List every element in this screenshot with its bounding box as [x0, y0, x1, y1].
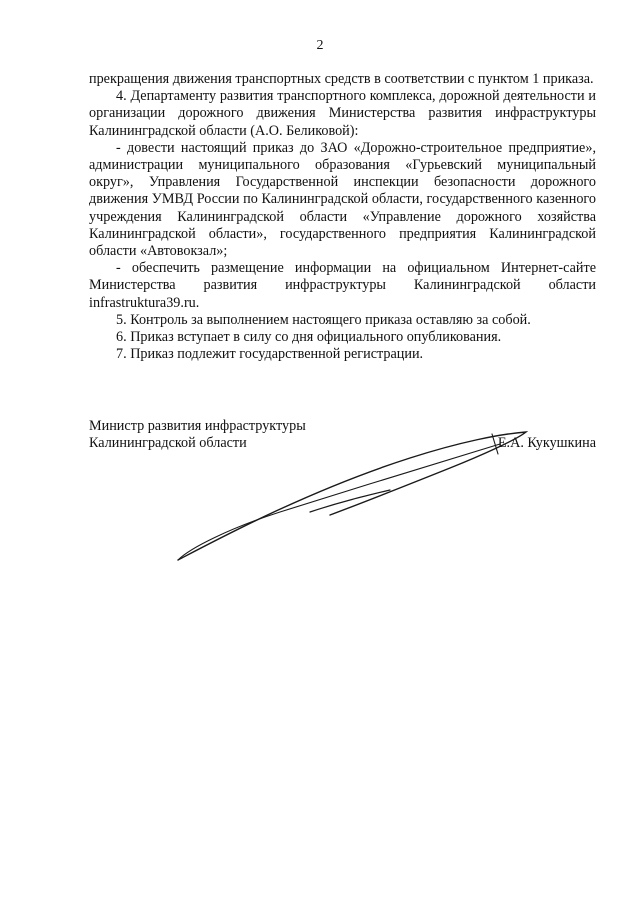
paragraph-item-4: 4. Департаменту развития транспортного комплекса, дорожной деятельности и организации дорожного движения Министерства развития инфраструктуры Калининградской области (А.О. Беликовой):: [89, 88, 596, 139]
paragraph-item-6: 6. Приказ вступает в силу со дня официального опубликования.: [116, 329, 502, 346]
paragraph-item-5: 5. Контроль за выполнением настоящего приказа оставляю за собой.: [116, 311, 531, 328]
signature-block: [89, 418, 596, 452]
signatory-position-line1: Министр развития инфраструктуры: [89, 418, 306, 434]
signatory-row: [89, 435, 596, 452]
document-body: [89, 71, 596, 363]
paragraph-item-4-bring-order: - довести настоящий приказ до ЗАО «Дорожно-строительное предприятие», администрации муниципального образования «Гурьевский муниципальный округ», Управления Государственной инспекции безопасности дорожного движения УМВД России по Калининградской области, государственного казенного учреждения Калининградской области «Управление дорожного хозяйства Калининградской области», государственного предприятия Калининградской области «Автовокзал»;: [89, 139, 596, 260]
paragraph-item-4-publish-info: - обеспечить размещение информации на официальном Интернет-сайте Министерства развития инфраструктуры Калининградской области infrastruktura39.ru.: [89, 260, 596, 311]
signatory-position-line2: Калининградской области: [89, 435, 247, 452]
paragraph-continuation: прекращения движения транспортных средств в соответствии с пунктом 1 приказа.: [89, 71, 594, 87]
page-number: 2: [316, 38, 324, 53]
paragraph-item-7: 7. Приказ подлежит государственной регистрации.: [116, 346, 424, 363]
signatory-name: Е.А. Кукушкина: [497, 435, 596, 452]
